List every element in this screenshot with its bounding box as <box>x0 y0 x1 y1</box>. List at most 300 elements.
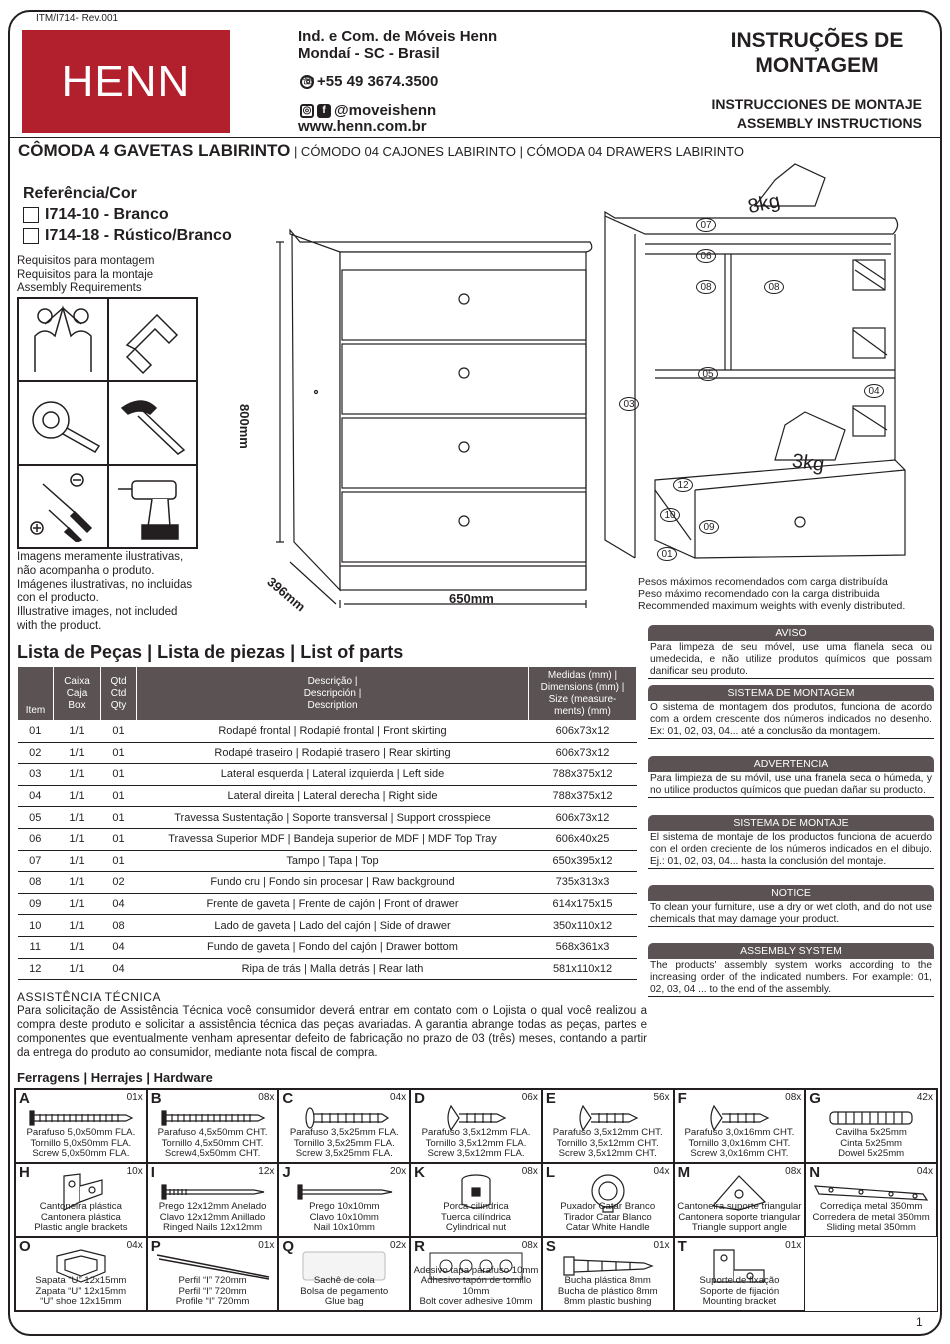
hardware-item-f <box>674 1089 806 1163</box>
table-row <box>18 764 637 786</box>
hardware-desc-line: Perfil “I” 720mm <box>178 1275 247 1287</box>
callout: 07 <box>696 218 716 232</box>
checkbox-icon <box>23 207 39 223</box>
tape-measure-icon <box>18 381 108 464</box>
hardware-desc-line: Plastic angle brackets <box>34 1222 128 1234</box>
hardware-desc-line: Cinta 5x25mm <box>840 1137 903 1149</box>
social-row <box>300 102 436 119</box>
hardware-desc-line: Screw 3,5x12mm CHT. <box>558 1148 657 1160</box>
cell-meas: 735x313x3 <box>529 872 637 894</box>
hardware-item-b <box>147 1089 279 1163</box>
hardware-description <box>806 1128 936 1160</box>
reference-label: I714-18 - Rústico/Branco <box>45 227 232 244</box>
cell-qty: 01 <box>101 850 137 872</box>
cell-meas: 581x110x12 <box>529 958 637 980</box>
note-sistema-montagem <box>648 685 934 739</box>
cell-meas: 606x73x12 <box>529 721 637 743</box>
title-es: INSTRUCCIONES DE MONTAJE <box>711 96 922 112</box>
header-divider <box>8 137 942 138</box>
social-handle: @moveishenn <box>334 102 437 119</box>
hardware-letter: O <box>19 1238 31 1255</box>
power-drill-icon <box>108 465 198 548</box>
hardware-desc-line: Parafuso 3,5x25mm FLA. <box>289 1127 399 1139</box>
cell-item: 03 <box>18 764 54 786</box>
reference-heading: Referência/Cor <box>23 185 137 202</box>
cell-desc: Tampo | Tapa | Top <box>137 850 529 872</box>
hardware-item-k <box>410 1163 542 1237</box>
illustrative-line: Imágenes ilustrativas, no incluidas <box>17 578 193 591</box>
hardware-desc-line: Bolt cover adhesive 10mm <box>419 1296 533 1308</box>
cell-meas: 350x110x12 <box>529 915 637 937</box>
cell-qty: 01 <box>101 785 137 807</box>
depth-dimension: 396mm <box>264 574 309 615</box>
col-qty: Qtd Ctd Qty <box>101 667 137 721</box>
title-en: ASSEMBLY INSTRUCTIONS <box>736 115 922 131</box>
hardware-qty: 04x <box>126 1240 143 1251</box>
hardware-description <box>148 1202 278 1234</box>
col-box: Caixa Caja Box <box>54 667 101 721</box>
requirements-line: Requisitos para la montaje <box>17 268 154 281</box>
hardware-desc-line: Cantonera plástica <box>40 1211 121 1223</box>
hardware-heading: Ferragens | Herrajes | Hardware <box>17 1070 213 1085</box>
hardware-item-j <box>278 1163 410 1237</box>
hardware-desc-line: Parafuso 4,5x50mm CHT. <box>157 1127 268 1139</box>
cell-box: 1/1 <box>54 915 101 937</box>
hardware-description <box>543 1202 673 1234</box>
table-row <box>18 850 637 872</box>
hardware-description <box>16 1276 146 1308</box>
cell-box: 1/1 <box>54 742 101 764</box>
table-row <box>18 958 637 980</box>
hardware-desc-line: Perfil “I” 720mm <box>178 1285 247 1297</box>
hardware-desc-line: Soporte de fijación <box>699 1285 780 1297</box>
hardware-desc-line: Parafuso 3,5x12mm FLA. <box>421 1127 531 1139</box>
requirements <box>17 255 154 296</box>
note-title: NOTICE <box>648 885 934 901</box>
cell-box: 1/1 <box>54 828 101 850</box>
illustrative-note <box>17 551 192 634</box>
callout: 10 <box>660 508 680 522</box>
tools-grid <box>17 297 198 549</box>
cell-item: 04 <box>18 785 54 807</box>
cell-meas: 788x375x12 <box>529 785 637 807</box>
hardware-item-n <box>805 1163 937 1237</box>
parts-heading: Lista de Peças | Lista de piezas | List of parts <box>17 642 404 662</box>
product-name-alt: | CÓMODO 04 CAJONES LABIRINTO | CÓMODA 04 DRAWERS LABIRINTO <box>290 144 744 159</box>
cell-desc: Travessa Sustentação | Soporte transversal | Support crosspiece <box>137 807 529 829</box>
cell-item: 05 <box>18 807 54 829</box>
hardware-item-g <box>805 1089 937 1163</box>
hardware-desc-line: Ringed Nails 12x12mm <box>162 1222 263 1234</box>
hardware-item-q <box>278 1237 410 1311</box>
hardware-qty: 01x <box>126 1092 143 1103</box>
illustrative-line: não acompanha o produto. <box>17 564 155 577</box>
hardware-desc-line: Tornillo 3,0x16mm CHT. <box>688 1137 791 1149</box>
cell-item: 11 <box>18 936 54 958</box>
cell-box: 1/1 <box>54 785 101 807</box>
hardware-qty: 01x <box>785 1240 802 1251</box>
product-name-pt: CÔMODA 4 GAVETAS LABIRINTO <box>18 141 291 160</box>
hardware-description <box>411 1202 541 1234</box>
hardware-qty: 08x <box>785 1166 802 1177</box>
cell-desc: Fundo cru | Fondo sin procesar | Raw background <box>137 872 529 894</box>
hardware-desc-line: Catar White Handle <box>565 1222 650 1234</box>
hardware-qty: 04x <box>653 1166 670 1177</box>
hardware-desc-line: Zapata “U” 12x15mm <box>35 1285 127 1297</box>
cell-meas: 614x175x15 <box>529 893 637 915</box>
hardware-desc-line: Adesivo tapa parafuso 10mm <box>413 1264 539 1276</box>
cell-desc: Rodapé traseiro | Rodapié trasero | Rear skirting <box>137 742 529 764</box>
hardware-desc-line: Bolsa de pegamento <box>300 1285 389 1297</box>
callout: 05 <box>698 367 718 381</box>
cell-item: 07 <box>18 850 54 872</box>
hardware-qty: 08x <box>258 1092 275 1103</box>
hardware-item-e <box>542 1089 674 1163</box>
note-title: SISTEMA DE MONTAGEM <box>648 685 934 701</box>
hardware-letter: M <box>677 1164 691 1181</box>
cell-qty: 01 <box>101 742 137 764</box>
hardware-desc-line: Tirador Catar Blanco <box>563 1211 652 1223</box>
tech-support <box>17 990 647 1060</box>
hardware-qty: 42x <box>916 1092 933 1103</box>
title-pt-line2: MONTAGEM <box>755 54 879 77</box>
callout: 04 <box>864 384 884 398</box>
callout: 12 <box>673 478 693 492</box>
hardware-description <box>16 1202 146 1234</box>
note-text: The products' assembly system works according to the increasing order of the indicated numbers. For example: 01, 02, 03, 04 ... to the end of the assembly. <box>650 960 932 995</box>
reference-item <box>23 227 232 245</box>
hardware-desc-line: Tornillo 3,5x12mm FLA. <box>425 1137 527 1149</box>
product-name <box>18 141 744 161</box>
hardware-item-c <box>278 1089 410 1163</box>
cell-box: 1/1 <box>54 807 101 829</box>
cell-box: 1/1 <box>54 872 101 894</box>
cell-item: 10 <box>18 915 54 937</box>
cell-box: 1/1 <box>54 721 101 743</box>
hardware-desc-line: Parafuso 5,0x50mm FLA. <box>26 1127 136 1139</box>
callout: 08 <box>764 280 784 294</box>
hardware-desc-line: Cylindrical nut <box>445 1222 507 1234</box>
hardware-letter: Q <box>282 1238 295 1255</box>
cell-meas: 606x40x25 <box>529 828 637 850</box>
hardware-grid <box>14 1088 938 1312</box>
hardware-desc-line: Tornillo 5,0x50mm FLA. <box>30 1137 132 1149</box>
hardware-description <box>675 1202 805 1234</box>
hardware-desc-line: Parafuso 3,0x16mm CHT. <box>684 1127 795 1139</box>
hardware-qty: 08x <box>521 1240 538 1251</box>
illustrative-line: Imagens meramente ilustrativas, <box>17 551 184 563</box>
hardware-letter: K <box>414 1164 425 1181</box>
cell-qty: 04 <box>101 936 137 958</box>
henn-logo: HENN <box>22 30 230 133</box>
company-info <box>298 28 497 62</box>
hardware-desc-line: Dowel 5x25mm <box>838 1148 905 1160</box>
hardware-letter: J <box>282 1164 291 1181</box>
note-text: Para limpeza de seu móvel, use uma flanela seca ou umedecida, e não utilize produtos químicos que possam danificar seu produto. <box>650 642 932 677</box>
cell-desc: Lateral direita | Lateral derecha | Right side <box>137 785 529 807</box>
cell-item: 02 <box>18 742 54 764</box>
hardware-item-o <box>15 1237 147 1311</box>
width-dimension: 650mm <box>449 591 494 606</box>
hardware-qty: 01x <box>653 1240 670 1251</box>
hardware-qty: 04x <box>390 1092 407 1103</box>
hardware-description <box>279 1202 409 1234</box>
hardware-desc-line: Clavo 10x10mm <box>309 1211 379 1223</box>
hardware-qty: 08x <box>521 1166 538 1177</box>
title-translations <box>640 95 922 133</box>
hardware-letter: H <box>19 1164 30 1181</box>
tech-support-heading: ASSISTÊNCIA TÉCNICA <box>17 990 161 1004</box>
col-desc: Descrição | Descripción | Description <box>137 667 529 721</box>
hardware-qty: 01x <box>258 1240 275 1251</box>
cell-desc: Rodapé frontal | Rodapié frontal | Front skirting <box>137 721 529 743</box>
hardware-desc-line: Clavo 12x12mm Anillado <box>159 1211 266 1223</box>
note-notice <box>648 885 934 927</box>
hardware-desc-line: Glue bag <box>324 1296 364 1308</box>
note-text: Para limpieza de su móvil, use una franela seca o húmeda, y no utilice productos químicos que puedan dañar su producto. <box>650 773 932 796</box>
hardware-description <box>279 1276 409 1308</box>
hardware-letter: N <box>809 1164 821 1181</box>
title-pt-line1: INSTRUÇÕES DE <box>730 29 904 52</box>
weight-drawer-label: 3kg <box>790 449 826 477</box>
square-ruler-icon <box>108 298 198 381</box>
col-item: Item <box>18 667 54 721</box>
hardware-item-a <box>15 1089 147 1163</box>
hardware-item-m <box>674 1163 806 1237</box>
phone-row <box>300 73 438 90</box>
cell-meas: 606x73x12 <box>529 742 637 764</box>
hardware-desc-line: Screw 3,5x12mm FLA. <box>427 1148 525 1160</box>
hardware-desc-line: Cantoneira plástica <box>39 1201 122 1213</box>
illustrative-line: with the product. <box>17 619 102 632</box>
note-text: El sistema de montaje de los productos funciona de acuerdo con el orden creciente de los números indicados en el dibujo. Ej.: 01, 02, 03, 04... hasta la conclusión del montaje. <box>650 832 932 867</box>
illustrative-line: con el producto. <box>17 592 99 605</box>
cell-item: 01 <box>18 721 54 743</box>
cell-box: 1/1 <box>54 893 101 915</box>
hardware-qty: 08x <box>785 1092 802 1103</box>
callout: 09 <box>699 520 719 534</box>
hardware-desc-line: Nail 10x10mm <box>313 1222 375 1234</box>
cell-desc: Ripa de trás | Malla detrás | Rear lath <box>137 958 529 980</box>
hardware-desc-line: Sliding metal 350mm <box>826 1222 916 1234</box>
hardware-desc-line: Mounting bracket <box>702 1296 777 1308</box>
cell-qty: 01 <box>101 764 137 786</box>
hardware-item-l <box>542 1163 674 1237</box>
note-title: ASSEMBLY SYSTEM <box>648 943 934 959</box>
hardware-desc-line: Bucha de plástico 8mm <box>557 1285 658 1297</box>
hardware-description <box>411 1266 541 1308</box>
page-number: 1 <box>916 1315 923 1329</box>
height-dimension: 800mm <box>237 404 252 449</box>
hardware-qty: 56x <box>653 1092 670 1103</box>
hardware-item-t <box>674 1237 806 1311</box>
hardware-desc-line: Sachê de cola <box>313 1275 375 1287</box>
hardware-desc-line: Bucha plástica 8mm <box>564 1275 651 1287</box>
hardware-qty: 04x <box>916 1166 933 1177</box>
hardware-qty: 02x <box>390 1240 407 1251</box>
hardware-desc-line: Corrediça metal 350mm <box>819 1201 923 1213</box>
table-row <box>18 721 637 743</box>
hardware-letter: D <box>414 1090 425 1107</box>
hardware-description <box>675 1276 805 1308</box>
hardware-desc-line: Tornillo 3,5x12mm CHT. <box>556 1137 659 1149</box>
exploded-drawing <box>595 160 915 575</box>
note-advertencia <box>648 756 934 798</box>
cell-box: 1/1 <box>54 850 101 872</box>
hardware-letter: L <box>545 1164 556 1181</box>
hardware-item-p <box>147 1237 279 1311</box>
hardware-desc-line: Puxador Catar Branco <box>560 1201 656 1213</box>
cell-qty: 01 <box>101 807 137 829</box>
hardware-desc-line: Screw 3,0x16mm CHT. <box>690 1148 789 1160</box>
whatsapp-icon: ☏ <box>302 75 315 87</box>
note-text: O sistema de montagem dos produtos, funciona de acordo com a ordem crescente dos números indicados no desenho. Ex: 01, 02, 03, 04... até a conclusão da montagem. <box>650 702 932 737</box>
tech-support-text: Para solicitação de Assistência Técnica você consumidor deverá entrar em contato com o Lojista o qual você realizou a compra deste produto e solicitar a assistência técnica das peças avariadas. A garantia abrange todas as peças, partes e componentes que eventualmente venham apresentar defeito de fabricação no prazo de 03 (três) meses, contando a partir da entrega do produto ao consumidor, mediante nota fiscal de compra. <box>17 1005 647 1059</box>
hardware-description <box>806 1202 936 1234</box>
cell-meas: 606x73x12 <box>529 807 637 829</box>
table-row <box>18 936 637 958</box>
hardware-letter: F <box>677 1090 687 1107</box>
hardware-qty: 20x <box>390 1166 407 1177</box>
cell-qty: 02 <box>101 872 137 894</box>
website: www.henn.com.br <box>298 118 427 135</box>
weights-line: Peso máximo recomendado con la carga distribuida <box>638 587 880 600</box>
hardware-desc-line: Suporte de fixação <box>699 1275 780 1287</box>
company-name: Ind. e Com. de Móveis Henn <box>298 28 498 45</box>
note-text: To clean your furniture, use a dry or wet cloth, and do not use chemicals that may damage your product. <box>650 902 932 925</box>
cell-box: 1/1 <box>54 958 101 980</box>
reference-item <box>23 206 169 224</box>
hardware-desc-line: Sapata “U” 12x15mm <box>35 1275 127 1287</box>
hardware-description <box>543 1276 673 1308</box>
note-aviso <box>648 625 934 679</box>
hardware-letter: P <box>150 1238 161 1255</box>
cell-meas: 568x361x3 <box>529 936 637 958</box>
hardware-description <box>411 1128 541 1160</box>
hardware-desc-line: Tornillo 3,5x25mm FLA. <box>293 1137 395 1149</box>
hardware-item-i <box>147 1163 279 1237</box>
cell-desc: Frente de gaveta | Frente de cajón | Front of drawer <box>137 893 529 915</box>
note-title: AVISO <box>648 625 934 641</box>
hardware-desc-line: Corredera de metal 350mm <box>812 1211 930 1223</box>
hardware-desc-line: Profile “I” 720mm <box>175 1296 250 1308</box>
weights-note <box>638 577 905 612</box>
table-row <box>18 807 637 829</box>
hardware-description <box>279 1128 409 1160</box>
hardware-letter: E <box>545 1090 556 1107</box>
hardware-item-s <box>542 1237 674 1311</box>
hardware-description <box>543 1128 673 1160</box>
table-row <box>18 742 637 764</box>
dresser-drawing <box>260 212 600 617</box>
company-location: Mondaí - SC - Brasil <box>298 45 440 62</box>
hardware-desc-line: Tuerca cilíndrica <box>440 1211 511 1223</box>
cell-item: 08 <box>18 872 54 894</box>
hardware-desc-line: Screw 5,0x50mm FLA. <box>32 1148 130 1160</box>
hardware-desc-line: Prego 10x10mm <box>309 1201 380 1213</box>
hardware-letter: B <box>150 1090 162 1107</box>
weights-line: Recommended maximum weights with evenly distributed. <box>638 599 906 612</box>
hardware-desc-line: Parafuso 3,5x12mm CHT. <box>552 1127 663 1139</box>
table-row <box>18 785 637 807</box>
hardware-qty: 12x <box>258 1166 275 1177</box>
hardware-description <box>16 1128 146 1160</box>
hardware-desc-line: Cantonera soporte triangular <box>678 1211 801 1223</box>
cell-item: 06 <box>18 828 54 850</box>
cell-qty: 01 <box>101 828 137 850</box>
hardware-desc-line: Triangle support angle <box>691 1222 787 1234</box>
hardware-item-h <box>15 1163 147 1237</box>
cell-item: 09 <box>18 893 54 915</box>
hardware-qty: 10x <box>126 1166 143 1177</box>
hardware-desc-line: Adhesivo tapón de tornillo 10mm <box>420 1275 532 1297</box>
hardware-letter: T <box>677 1238 687 1255</box>
requirements-line: Requisitos para montagem <box>17 255 155 267</box>
checkbox-icon <box>23 228 39 244</box>
doc-code: ITM/I714- Rev.001 <box>36 13 119 24</box>
cell-desc: Fundo de gaveta | Fondo del cajón | Drawer bottom <box>137 936 529 958</box>
hardware-letter: R <box>414 1238 425 1255</box>
table-row <box>18 915 637 937</box>
hardware-letter: C <box>282 1090 294 1107</box>
callout: 03 <box>619 397 639 411</box>
phone-number: +55 49 3674.3500 <box>317 73 439 90</box>
note-title: ADVERTENCIA <box>648 756 934 772</box>
note-sistema-montaje <box>648 815 934 869</box>
requirements-line: Assembly Requirements <box>17 282 142 294</box>
hardware-description <box>675 1128 805 1160</box>
hardware-desc-line: Cavilha 5x25mm <box>835 1127 907 1139</box>
hammer-icon <box>108 381 198 464</box>
table-row <box>18 828 637 850</box>
hardware-desc-line: Prego 12x12mm Anelado <box>158 1201 267 1213</box>
hardware-item-d <box>410 1089 542 1163</box>
title-pt <box>712 28 922 78</box>
cell-item: 12 <box>18 958 54 980</box>
cell-box: 1/1 <box>54 936 101 958</box>
table-row <box>18 872 637 894</box>
reference-label: I714-10 - Branco <box>45 206 169 223</box>
cell-meas: 788x375x12 <box>529 764 637 786</box>
hardware-qty: 06x <box>521 1092 538 1103</box>
callout: 08 <box>696 280 716 294</box>
hardware-letter: G <box>809 1090 821 1107</box>
cell-meas: 650x395x12 <box>529 850 637 872</box>
cell-qty: 08 <box>101 915 137 937</box>
note-title: SISTEMA DE MONTAJE <box>648 815 934 831</box>
screwdrivers-icon <box>18 465 108 548</box>
illustrative-line: Illustrative images, not included <box>17 606 178 619</box>
facebook-icon: f <box>317 104 331 118</box>
hardware-desc-line: Screw4,5x50mm CHT. <box>164 1148 261 1160</box>
cell-desc: Travessa Superior MDF | Bandeja superior de MDF | MDF Top Tray <box>137 828 529 850</box>
callout: 06 <box>696 249 716 263</box>
hardware-item-r <box>410 1237 542 1311</box>
hardware-desc-line: Screw 3,5x25mm FLA. <box>295 1148 393 1160</box>
cell-qty: 01 <box>101 721 137 743</box>
hardware-desc-line: Tornillo 4,5x50mm CHT. <box>161 1137 264 1149</box>
cell-qty: 04 <box>101 958 137 980</box>
cell-desc: Lateral esquerda | Lateral izquierda | Left side <box>137 764 529 786</box>
hardware-desc-line: 8mm plastic bushing <box>563 1296 652 1308</box>
hardware-desc-line: “U” shoe 12x15mm <box>40 1296 122 1308</box>
hardware-letter: S <box>545 1238 556 1255</box>
hardware-description <box>148 1128 278 1160</box>
cell-box: 1/1 <box>54 764 101 786</box>
callout: 01 <box>657 547 677 561</box>
hardware-description <box>148 1276 278 1308</box>
cell-desc: Lado de gaveta | Lado del cajón | Side of drawer <box>137 915 529 937</box>
